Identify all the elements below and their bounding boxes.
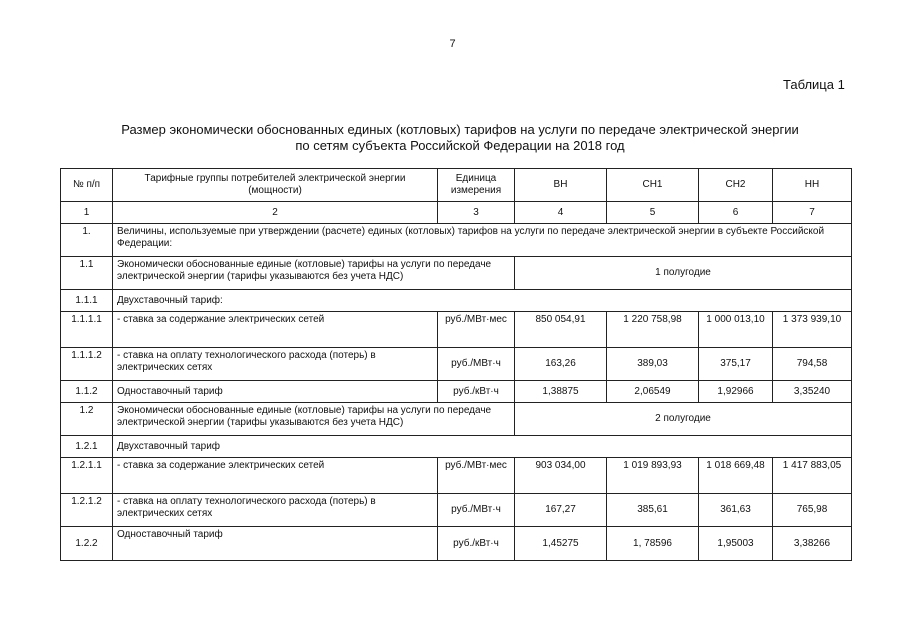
column-number: 4: [515, 202, 607, 224]
value-sn1: 1 019 893,93: [607, 458, 699, 494]
column-number: 6: [699, 202, 773, 224]
value-nn: 1 373 939,10: [773, 312, 852, 348]
row-num: 1.2.2: [61, 527, 113, 561]
table-row: [61, 312, 852, 348]
row-text: Экономически обоснованные единые (котловые) тарифы на услуги по передаче электрической энергии (тарифы указываются без учета НДС): [113, 403, 515, 436]
row-text: Двухставочный тариф:: [113, 290, 852, 312]
period-label: 2 полугодие: [515, 403, 852, 436]
value-sn2: 1,92966: [699, 381, 773, 403]
title-line-2: по сетям субъекта Российской Федерации на 2018 год: [295, 138, 625, 153]
row-unit: руб./кВт·ч: [438, 527, 515, 561]
row-unit: руб./МВт·ч: [438, 494, 515, 527]
column-number: 5: [607, 202, 699, 224]
table-label: Таблица 1: [783, 77, 845, 92]
value-nn: 3,38266: [773, 527, 852, 561]
value-sn2: 1 018 669,48: [699, 458, 773, 494]
row-text: Одноставочный тариф: [113, 381, 438, 403]
table-row: [61, 458, 852, 494]
header-sn2: СН2: [699, 169, 773, 202]
value-vn: 163,26: [515, 348, 607, 381]
value-sn2: 1,95003: [699, 527, 773, 561]
table-row: [61, 348, 852, 381]
header-row: [61, 169, 852, 202]
header-vn: ВН: [515, 169, 607, 202]
row-num: 1.2.1.1: [61, 458, 113, 494]
period-row: [61, 257, 852, 290]
value-vn: 167,27: [515, 494, 607, 527]
document-title: [100, 122, 820, 154]
header-unit: Единица измерения: [438, 169, 515, 202]
row-num: 1.1.1.2: [61, 348, 113, 381]
row-num: 1.2: [61, 403, 113, 436]
row-text: Двухставочный тариф: [113, 436, 852, 458]
value-sn1: 385,61: [607, 494, 699, 527]
row-num: 1.1.1.1: [61, 312, 113, 348]
row-num: 1.2.1.2: [61, 494, 113, 527]
row-text: - ставка за содержание электрических сетей: [113, 312, 438, 348]
value-nn: 1 417 883,05: [773, 458, 852, 494]
row-num: 1.1: [61, 257, 113, 290]
table-row: [61, 527, 852, 561]
value-sn1: 1 220 758,98: [607, 312, 699, 348]
page-number: 7: [449, 38, 456, 50]
value-sn2: 1 000 013,10: [699, 312, 773, 348]
period-row: [61, 403, 852, 436]
row-num: 1.: [61, 224, 113, 257]
table-row: [61, 494, 852, 527]
row-num: 1.2.1: [61, 436, 113, 458]
value-sn2: 375,17: [699, 348, 773, 381]
column-number: 7: [773, 202, 852, 224]
header-sn1: СН1: [607, 169, 699, 202]
row-text: Одноставочный тариф: [113, 527, 438, 561]
row-unit: руб./МВт·мес: [438, 458, 515, 494]
section-text: Величины, используемые при утверждении (расчете) единых (котловых) тарифов на услуги по передаче электрической энергии в субъекте Российской Федерации:: [113, 224, 852, 257]
table-row: [61, 290, 852, 312]
row-text: - ставка за содержание электрических сетей: [113, 458, 438, 494]
table-row: [61, 381, 852, 403]
value-sn1: 2,06549: [607, 381, 699, 403]
value-nn: 794,58: [773, 348, 852, 381]
value-vn: 1,38875: [515, 381, 607, 403]
column-number-row: [61, 202, 852, 224]
section-row: [61, 224, 852, 257]
column-number: 1: [61, 202, 113, 224]
value-sn1: 1, 78596: [607, 527, 699, 561]
table-row: [61, 436, 852, 458]
value-nn: 765,98: [773, 494, 852, 527]
row-text: Экономически обоснованные единые (котловые) тарифы на услуги по передаче электрической энергии (тарифы указываются без учета НДС): [113, 257, 515, 290]
value-nn: 3,35240: [773, 381, 852, 403]
row-unit: руб./МВт·ч: [438, 348, 515, 381]
tariff-table: [60, 168, 852, 561]
header-group: Тарифные группы потребителей электрической энергии (мощности): [113, 169, 438, 202]
column-number: 3: [438, 202, 515, 224]
row-text: - ставка на оплату технологического расхода (потерь) в электрических сетях: [113, 494, 438, 527]
period-label: 1 полугодие: [515, 257, 852, 290]
row-num: 1.1.1: [61, 290, 113, 312]
value-sn2: 361,63: [699, 494, 773, 527]
row-unit: руб./кВт·ч: [438, 381, 515, 403]
row-unit: руб./МВт·мес: [438, 312, 515, 348]
value-vn: 903 034,00: [515, 458, 607, 494]
header-nn: НН: [773, 169, 852, 202]
header-num: № п/п: [61, 169, 113, 202]
value-vn: 850 054,91: [515, 312, 607, 348]
row-text: - ставка на оплату технологического расхода (потерь) в электрических сетях: [113, 348, 438, 381]
value-sn1: 389,03: [607, 348, 699, 381]
title-line-1: Размер экономически обоснованных единых (котловых) тарифов на услуги по передаче электрической энергии: [121, 122, 799, 137]
column-number: 2: [113, 202, 438, 224]
value-vn: 1,45275: [515, 527, 607, 561]
row-num: 1.1.2: [61, 381, 113, 403]
